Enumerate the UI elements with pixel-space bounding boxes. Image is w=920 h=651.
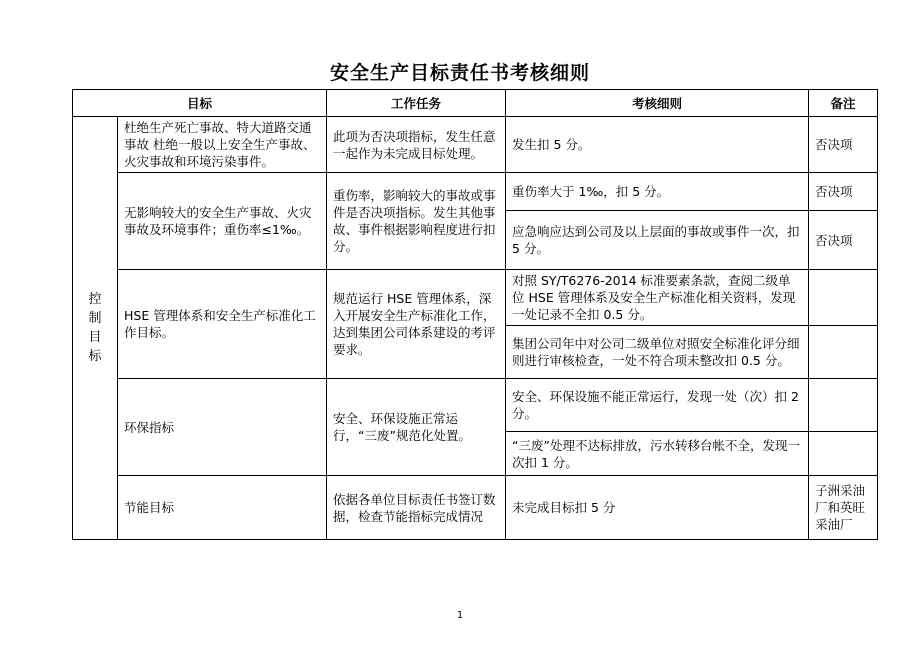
remark-cell: 否决项: [809, 211, 878, 270]
criteria-cell: 集团公司年中对公司二级单位对照安全标准化评分细则进行审核检查，一处不符合项未整改扣 0.5 分。: [506, 326, 809, 379]
section-label: 控制目标: [88, 292, 102, 364]
header-criteria: 考核细则: [506, 90, 809, 117]
task-cell: 重伤率，影响较大的事故或事件是否决项指标。发生其他事故、事件根据影响程度进行扣分。: [327, 173, 506, 270]
task-cell: 此项为否决项指标，发生任意一起作为未完成目标处理。: [327, 117, 506, 173]
remark-cell: [809, 432, 878, 476]
goal-cell: 杜绝生产死亡事故、特大道路交通事故 杜绝一般以上安全生产事故、火灾事故和环境污染事件。: [118, 117, 327, 173]
table-row: [73, 379, 878, 432]
page-number: 1: [456, 610, 464, 621]
remark-cell: [809, 270, 878, 326]
remark-cell: 否决项: [809, 173, 878, 211]
page-title: 安全生产目标责任书考核细则: [329, 62, 590, 84]
task-cell: 规范运行 HSE 管理体系，深入开展安全生产标准化工作，达到集团公司体系建设的考评要求。: [327, 270, 506, 379]
criteria-cell: 安全、环保设施不能正常运行，发现一处（次）扣 2 分。: [506, 379, 809, 432]
criteria-cell: 应急响应达到公司及以上层面的事故或事件一次，扣 5 分。: [506, 211, 809, 270]
table-header-row: [73, 90, 878, 117]
goal-cell: HSE 管理体系和安全生产标准化工作目标。: [118, 270, 327, 379]
task-cell: 依据各单位目标责任书签订数据，检查节能指标完成情况: [327, 476, 506, 540]
goal-cell: 无影响较大的安全生产事故、火灾事故及环境事件；重伤率≤1‰。: [118, 173, 327, 270]
table-row: [73, 173, 878, 211]
remark-cell: 子洲采油厂和英旺采油厂: [809, 476, 878, 540]
goal-cell: 环保指标: [118, 379, 327, 476]
table-row: [73, 270, 878, 326]
table-row: [73, 117, 878, 173]
header-goal: 目标: [73, 90, 327, 117]
goal-cell: 节能目标: [118, 476, 327, 540]
remark-cell: [809, 379, 878, 432]
criteria-cell: 对照 SY/T6276-2014 标准要素条款，查阅二级单位 HSE 管理体系及安全生产标准化相关资料，发现一处记录不全扣 0.5 分。: [506, 270, 809, 326]
header-task: 工作任务: [327, 90, 506, 117]
assessment-table: [72, 89, 878, 540]
section-label-cell: [73, 117, 118, 540]
criteria-cell: 发生扣 5 分。: [506, 117, 809, 173]
remark-cell: 否决项: [809, 117, 878, 173]
criteria-cell: 重伤率大于 1‰，扣 5 分。: [506, 173, 809, 211]
criteria-cell: 未完成目标扣 5 分: [506, 476, 809, 540]
table-row: [73, 476, 878, 540]
remark-cell: [809, 326, 878, 379]
criteria-cell: “三废”处理不达标排放，污水转移台帐不全，发现一次扣 1 分。: [506, 432, 809, 476]
task-cell: 安全、环保设施正常运行，“三废”规范化处置。: [327, 379, 506, 476]
header-remark: 备注: [809, 90, 878, 117]
